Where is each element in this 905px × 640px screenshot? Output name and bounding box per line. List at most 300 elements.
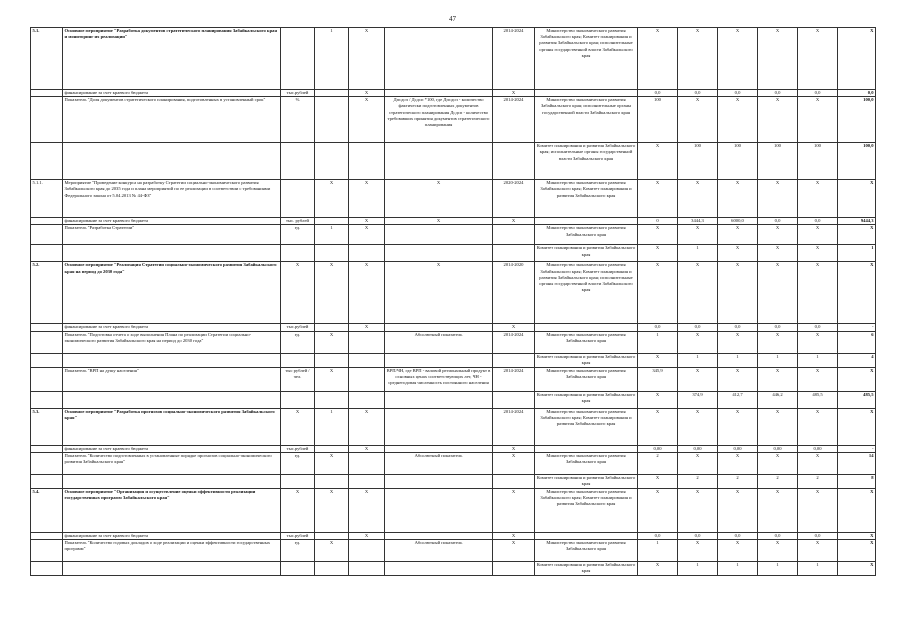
cell-total: 8 (838, 474, 876, 488)
table-row (31, 218, 876, 225)
cell-responsible: Министерство экономического развития Забайкальского края (535, 452, 638, 474)
cell-col3 (315, 532, 349, 539)
cell-value-1: 2 (638, 452, 678, 474)
cell-period: X (493, 540, 535, 562)
cell-col3: X (315, 488, 349, 532)
cell-value-4: 446,2 (758, 391, 798, 408)
cell-col3 (315, 562, 349, 576)
cell-value-3: X (718, 225, 758, 245)
cell-col4 (349, 353, 385, 367)
cell-value-4: 1 (758, 353, 798, 367)
cell-col4: X (349, 97, 385, 143)
cell-number (31, 324, 63, 331)
cell-name (63, 245, 281, 262)
cell-value-1: 100 (638, 97, 678, 143)
cell-value-5: 1 (798, 353, 838, 367)
cell-total: 0,0 (838, 90, 876, 97)
cell-value-3: X (718, 28, 758, 90)
cell-unit: тыс.рублей (281, 445, 315, 452)
cell-value-5: X (798, 540, 838, 562)
cell-total: X (838, 562, 876, 576)
program-table (30, 27, 876, 576)
cell-value-1: X (638, 225, 678, 245)
cell-value-2: 3444,3 (678, 218, 718, 225)
page-number: 47 (449, 15, 456, 23)
cell-value-5: X (798, 225, 838, 245)
cell-total: X (838, 262, 876, 324)
cell-unit (281, 28, 315, 90)
cell-col4: X (349, 28, 385, 90)
cell-value-2: X (678, 262, 718, 324)
cell-total: X (838, 28, 876, 90)
cell-value-5: X (798, 367, 838, 391)
table-row (31, 324, 876, 331)
cell-name: Показатель "Количество годовых докладов о ходе реализации и оценки эффективности государственных программ" (63, 540, 281, 562)
cell-value-3: X (718, 367, 758, 391)
cell-unit (281, 180, 315, 218)
cell-value-4: X (758, 180, 798, 218)
cell-value-1: 1 (638, 331, 678, 353)
cell-col4: X (349, 324, 385, 331)
cell-value-2: X (678, 97, 718, 143)
cell-value-4: X (758, 367, 798, 391)
cell-value-3: X (718, 408, 758, 445)
cell-period: X (493, 218, 535, 225)
cell-unit: тыс.рублей (281, 324, 315, 331)
cell-total: X (838, 367, 876, 391)
cell-col4: X (349, 90, 385, 97)
cell-col4 (349, 391, 385, 408)
cell-value-5: 0,0 (798, 90, 838, 97)
cell-unit (281, 245, 315, 262)
cell-value-5: 100 (798, 143, 838, 180)
cell-value-1: 345,9 (638, 367, 678, 391)
cell-value-1: X (638, 488, 678, 532)
cell-unit (281, 391, 315, 408)
cell-col3: 1 (315, 225, 349, 245)
cell-period: 2014-2020 (493, 262, 535, 324)
cell-col3: 1 (315, 408, 349, 445)
cell-unit: тыс рублей / чел. (281, 367, 315, 391)
cell-unit (281, 562, 315, 576)
cell-col4 (349, 245, 385, 262)
cell-col4 (349, 143, 385, 180)
cell-value-4: 0,00 (758, 445, 798, 452)
table-row (31, 245, 876, 262)
cell-value-4: X (758, 540, 798, 562)
cell-responsible: Министерство экономического развития Забайкальского края; Комитет планирования и развития Забайкальского края; исполнительные органы государственной власти Забайкальского края (535, 262, 638, 324)
cell-number (31, 367, 63, 391)
cell-col4 (349, 331, 385, 353)
cell-unit (281, 474, 315, 488)
cell-number (31, 532, 63, 539)
cell-number: 5.1. (31, 28, 63, 90)
table-row (31, 408, 876, 445)
cell-value-5: X (798, 180, 838, 218)
cell-value-2: X (678, 367, 718, 391)
cell-responsible: Комитет планирования и развития Забайкальского края (535, 245, 638, 262)
cell-value-1: X (638, 408, 678, 445)
cell-col4 (349, 562, 385, 576)
cell-value-2: 0,0 (678, 532, 718, 539)
cell-name: финансирование за счет краевого бюджета (63, 90, 281, 97)
cell-value-1: X (638, 28, 678, 90)
cell-responsible: Министерство экономического развития Забайкальского края (535, 225, 638, 245)
cell-name: Основное мероприятие "Реализация Стратегии социально-экономического развития Забайкальского края на период до 2030 года" (63, 262, 281, 324)
table-row (31, 28, 876, 90)
cell-col3: 1 (315, 28, 349, 90)
cell-value-2: 0,00 (678, 445, 718, 452)
cell-col3: X (315, 452, 349, 474)
cell-value-4: X (758, 245, 798, 262)
cell-name: финансирование за счет краевого бюджета (63, 324, 281, 331)
cell-col4: X (349, 488, 385, 532)
cell-total: 4 (838, 353, 876, 367)
cell-period (493, 353, 535, 367)
cell-period (493, 562, 535, 576)
cell-responsible (535, 324, 638, 331)
cell-responsible: Министерство экономического развития Забайкальского края; Комитет планирования и развития Забайкальского края (535, 180, 638, 218)
cell-name: Показатель "ВРП на душу населения" (63, 367, 281, 391)
cell-value-4: 100 (758, 143, 798, 180)
cell-total: 6 (838, 331, 876, 353)
cell-formula: X (385, 218, 493, 225)
table-row (31, 562, 876, 576)
cell-unit: тыс.рублей (281, 90, 315, 97)
cell-number: 5.4. (31, 488, 63, 532)
cell-number (31, 540, 63, 562)
cell-formula (385, 324, 493, 331)
cell-value-2: X (678, 28, 718, 90)
cell-formula: X (385, 180, 493, 218)
table-row (31, 262, 876, 324)
cell-value-4: X (758, 97, 798, 143)
cell-value-5: 0,0 (798, 324, 838, 331)
cell-col3 (315, 245, 349, 262)
cell-value-2: X (678, 225, 718, 245)
cell-col3: X (315, 180, 349, 218)
cell-formula (385, 532, 493, 539)
cell-unit: X (281, 488, 315, 532)
cell-value-5: X (798, 262, 838, 324)
cell-number (31, 445, 63, 452)
cell-value-2: X (678, 452, 718, 474)
cell-number (31, 225, 63, 245)
cell-responsible: Министерство экономического развития Забайкальского края (535, 367, 638, 391)
cell-value-3: 2 (718, 474, 758, 488)
cell-number (31, 331, 63, 353)
cell-responsible: Министерство экономического развития Забайкальского края (535, 540, 638, 562)
cell-formula (385, 245, 493, 262)
cell-number (31, 245, 63, 262)
cell-number (31, 90, 63, 97)
cell-value-4: 0,0 (758, 218, 798, 225)
cell-value-5: 2 (798, 474, 838, 488)
cell-total: X (838, 540, 876, 562)
cell-responsible: Комитет планирования и развития Забайкальского края (535, 353, 638, 367)
cell-unit: % (281, 97, 315, 143)
cell-value-2: 374,9 (678, 391, 718, 408)
cell-value-3: X (718, 452, 758, 474)
cell-formula (385, 408, 493, 445)
cell-value-3: 1 (718, 562, 758, 576)
cell-period: 2014-2024 (493, 28, 535, 90)
cell-value-5: 1 (798, 562, 838, 576)
cell-formula (385, 488, 493, 532)
cell-name (63, 391, 281, 408)
cell-period: X (493, 488, 535, 532)
cell-value-3: 6000,0 (718, 218, 758, 225)
cell-responsible: Комитет планирования и развития Забайкальского края (535, 562, 638, 576)
table-row (31, 97, 876, 143)
cell-total: 485,5 (838, 391, 876, 408)
cell-value-4: 0,0 (758, 324, 798, 331)
cell-value-3: X (718, 180, 758, 218)
cell-value-1: X (638, 180, 678, 218)
cell-col3: X (315, 262, 349, 324)
cell-period: X (493, 324, 535, 331)
cell-unit: тыс. рублей (281, 218, 315, 225)
cell-name: Показатель "Доля документов стратегического планирования, подготовленных в установленный срок" (63, 97, 281, 143)
cell-col3 (315, 445, 349, 452)
cell-name (63, 353, 281, 367)
cell-value-3: 0,0 (718, 90, 758, 97)
cell-responsible (535, 445, 638, 452)
cell-value-1: X (638, 474, 678, 488)
cell-total: 1 (838, 245, 876, 262)
cell-formula (385, 90, 493, 97)
table-row (31, 331, 876, 353)
cell-value-5: 485,5 (798, 391, 838, 408)
cell-value-1: X (638, 262, 678, 324)
cell-value-1: 0,00 (638, 445, 678, 452)
cell-value-1: 0,0 (638, 324, 678, 331)
cell-value-5: X (798, 488, 838, 532)
cell-value-3: X (718, 262, 758, 324)
cell-period: X (493, 90, 535, 97)
cell-value-3: 0,0 (718, 532, 758, 539)
cell-value-1: 1 (638, 540, 678, 562)
cell-value-5: 0,00 (798, 445, 838, 452)
cell-col4: X (349, 262, 385, 324)
cell-col4: X (349, 225, 385, 245)
cell-unit: ед. (281, 540, 315, 562)
cell-value-3: X (718, 488, 758, 532)
cell-name (63, 143, 281, 180)
cell-value-2: X (678, 331, 718, 353)
cell-value-1: X (638, 143, 678, 180)
cell-col4 (349, 452, 385, 474)
cell-col4: X (349, 408, 385, 445)
cell-value-2: 1 (678, 245, 718, 262)
cell-value-3: X (718, 97, 758, 143)
cell-formula: X (385, 262, 493, 324)
cell-responsible (535, 532, 638, 539)
cell-responsible: Комитет планирования и развития Забайкальского края; исполнительные органы государственной власти Забайкальского края (535, 143, 638, 180)
cell-col3 (315, 143, 349, 180)
cell-col4 (349, 540, 385, 562)
cell-formula: Абсолютный показатель (385, 331, 493, 353)
cell-value-5: 0,0 (798, 532, 838, 539)
cell-number (31, 353, 63, 367)
cell-col3 (315, 90, 349, 97)
cell-number: 5.3. (31, 408, 63, 445)
cell-value-1: 0,0 (638, 90, 678, 97)
cell-value-5: X (798, 452, 838, 474)
cell-value-4: 0,0 (758, 532, 798, 539)
cell-total: 100,0 (838, 143, 876, 180)
cell-name: Основное мероприятие "Разработка прогнозов социально-экономического развития Забайкальского края" (63, 408, 281, 445)
cell-name: Показатель "Разработка Стратегии" (63, 225, 281, 245)
cell-total: 14 (838, 452, 876, 474)
cell-formula: Абсолютный показатель (385, 452, 493, 474)
cell-value-2: X (678, 488, 718, 532)
table-row (31, 488, 876, 532)
cell-period (493, 391, 535, 408)
cell-value-4: X (758, 331, 798, 353)
table-body (31, 28, 876, 576)
table-row (31, 90, 876, 97)
cell-name: Основное мероприятие "Организация и осуществление оценки эффективности реализации государственных программ Забайкальского края" (63, 488, 281, 532)
cell-value-4: X (758, 408, 798, 445)
cell-value-1: X (638, 245, 678, 262)
cell-col3 (315, 218, 349, 225)
cell-col3 (315, 324, 349, 331)
cell-unit: тыс.рублей (281, 532, 315, 539)
cell-responsible: Комитет планирования и развития Забайкальского края (535, 391, 638, 408)
cell-col4: X (349, 445, 385, 452)
cell-value-3: 0,0 (718, 324, 758, 331)
cell-value-2: 1 (678, 353, 718, 367)
cell-value-4: X (758, 452, 798, 474)
cell-formula (385, 353, 493, 367)
cell-col4: X (349, 180, 385, 218)
cell-total: X (838, 488, 876, 532)
cell-col4: X (349, 532, 385, 539)
table-row (31, 143, 876, 180)
cell-unit: ед. (281, 225, 315, 245)
cell-col3: X (315, 540, 349, 562)
cell-formula: Дпсдсп / Дсдсп *100, где Дпсдсп - количество фактически подготовленных документов стратегического планирования Дсдсп - количество требовавших принятия документов стратегического планирования (385, 97, 493, 143)
table-row (31, 180, 876, 218)
cell-responsible: Министерство экономического развития Забайкальского края; Комитет планирования и развития Забайкальского края; исполнительные органы государственной власти Забайкальского края (535, 28, 638, 90)
cell-number (31, 562, 63, 576)
cell-responsible: Министерство экономического развития Забайкальского края; Комитет планирования и развития Забайкальского края (535, 488, 638, 532)
cell-number (31, 218, 63, 225)
cell-period: 2014-2024 (493, 367, 535, 391)
cell-total: 100,0 (838, 97, 876, 143)
cell-value-5: X (798, 331, 838, 353)
cell-value-3: X (718, 245, 758, 262)
cell-name: Мероприятие "Проведение конкурса на разработку Стратегии социально-экономического развития Забайкальского края до 2035 года и плана мероприятий по ее реализации в соответствии с требованиями Федерального закона от 5.04.2013 № 44-ФЗ" (63, 180, 281, 218)
cell-responsible: Министерство экономического развития Забайкальского края; исполнительные органы государственной власти Забайкальского края (535, 97, 638, 143)
cell-formula: ВРП/ЧН, где ВРП - валовой региональный продукт в основных ценах соответствующих лет, ЧН - среднегодовая численность постоянного населения (385, 367, 493, 391)
cell-name (63, 562, 281, 576)
cell-responsible (535, 90, 638, 97)
cell-period: 2014-2024 (493, 408, 535, 445)
cell-col4: X (349, 218, 385, 225)
cell-period: 2014-2024 (493, 331, 535, 353)
cell-value-5: X (798, 245, 838, 262)
cell-responsible: Министерство экономического развития Забайкальского края (535, 331, 638, 353)
cell-value-2: 0,0 (678, 90, 718, 97)
cell-formula (385, 391, 493, 408)
cell-value-5: X (798, 28, 838, 90)
cell-name: Основное мероприятие "Разработка документов стратегического планирования Забайкальского края и мониторинг их реализации" (63, 28, 281, 90)
cell-value-2: 0,0 (678, 324, 718, 331)
cell-number: 5.2. (31, 262, 63, 324)
cell-value-1: X (638, 353, 678, 367)
cell-total: X (838, 180, 876, 218)
cell-formula (385, 143, 493, 180)
cell-value-4: X (758, 488, 798, 532)
cell-number (31, 391, 63, 408)
table-row (31, 474, 876, 488)
cell-value-4: 0,0 (758, 90, 798, 97)
cell-formula (385, 225, 493, 245)
cell-responsible: Комитет планирования и развития Забайкальского края (535, 474, 638, 488)
cell-name: Показатель "Количество подготовленных в установленные порядке прогнозов социально-экономического развития Забайкальского края" (63, 452, 281, 474)
cell-unit (281, 143, 315, 180)
table-row (31, 532, 876, 539)
table-row (31, 225, 876, 245)
cell-col3 (315, 391, 349, 408)
cell-unit (281, 353, 315, 367)
cell-value-2: X (678, 540, 718, 562)
cell-col3: X (315, 331, 349, 353)
cell-value-4: X (758, 262, 798, 324)
table-row (31, 452, 876, 474)
cell-value-4: 1 (758, 562, 798, 576)
cell-total: - (838, 324, 876, 331)
cell-value-3: X (718, 540, 758, 562)
cell-formula (385, 445, 493, 452)
cell-total: X (838, 532, 876, 539)
cell-unit: ед. (281, 452, 315, 474)
cell-number (31, 143, 63, 180)
cell-formula (385, 28, 493, 90)
cell-value-2: X (678, 408, 718, 445)
cell-value-3: X (718, 331, 758, 353)
cell-col3: X (315, 367, 349, 391)
cell-value-1: 0,0 (638, 532, 678, 539)
cell-total: X (838, 225, 876, 245)
cell-period: X (493, 452, 535, 474)
cell-period (493, 474, 535, 488)
cell-responsible (535, 218, 638, 225)
cell-value-2: 2 (678, 474, 718, 488)
cell-total: 9444,3 (838, 218, 876, 225)
cell-value-5: 0,0 (798, 218, 838, 225)
cell-period (493, 225, 535, 245)
table-row (31, 445, 876, 452)
cell-total: - (838, 445, 876, 452)
cell-name: финансирование за счет краевого бюджета (63, 532, 281, 539)
cell-col3 (315, 97, 349, 143)
cell-period (493, 245, 535, 262)
cell-formula (385, 474, 493, 488)
cell-value-5: X (798, 408, 838, 445)
cell-value-3: 412,7 (718, 391, 758, 408)
cell-value-1: X (638, 391, 678, 408)
cell-value-3: 100 (718, 143, 758, 180)
cell-value-2: 1 (678, 562, 718, 576)
cell-formula: Абсолютный показатель (385, 540, 493, 562)
cell-period: X (493, 445, 535, 452)
cell-number (31, 474, 63, 488)
cell-total: X (838, 408, 876, 445)
cell-period: 2014-2024 (493, 97, 535, 143)
